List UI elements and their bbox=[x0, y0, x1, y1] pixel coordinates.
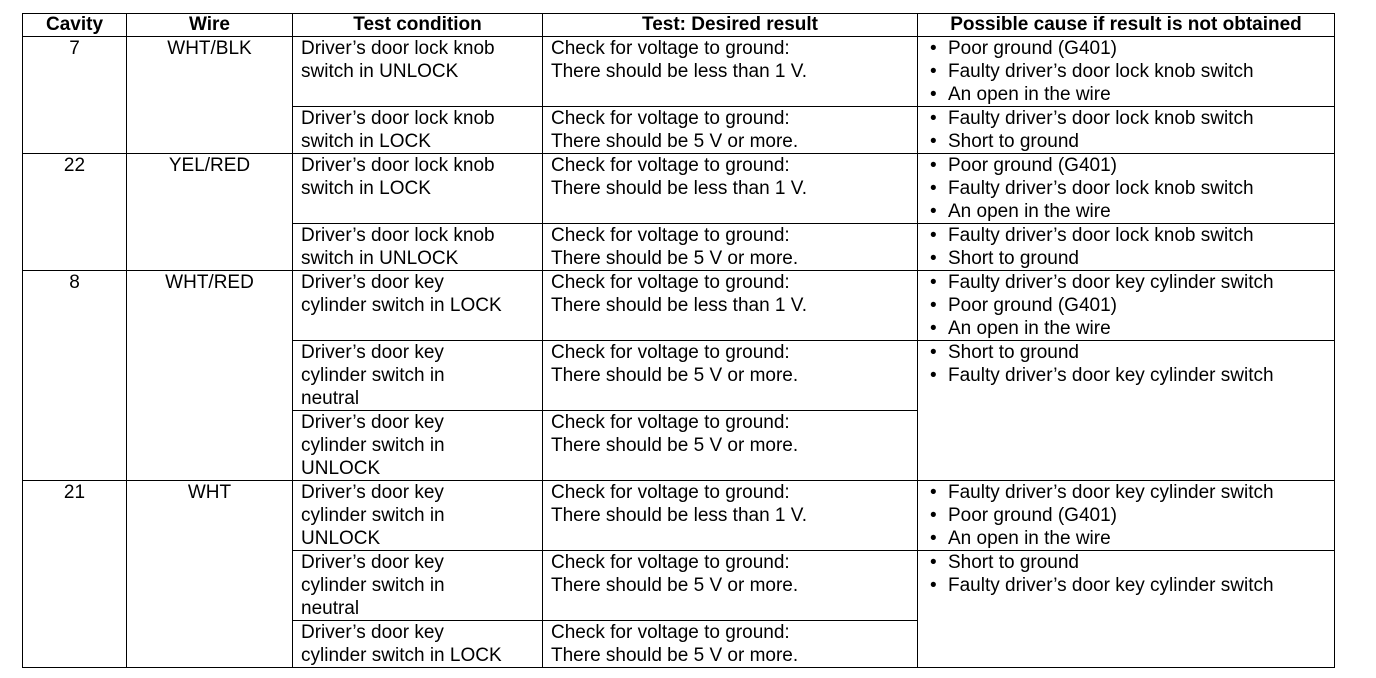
cause-item: • Short to ground bbox=[926, 551, 1326, 574]
connector-test-table bbox=[22, 13, 1335, 668]
cause-list bbox=[926, 271, 1326, 340]
cause-list bbox=[926, 341, 1326, 387]
cause-list bbox=[926, 481, 1326, 550]
test-condition-cell bbox=[293, 107, 543, 154]
cavity-cell: 7 bbox=[23, 37, 127, 154]
cause-item: • Poor ground (G401) bbox=[926, 504, 1326, 527]
wire-color-cell: WHT/BLK bbox=[127, 37, 293, 154]
test-condition-cell bbox=[293, 154, 543, 224]
test-condition-cell bbox=[293, 481, 543, 551]
cause-item: • An open in the wire bbox=[926, 200, 1326, 223]
desired-result-cell bbox=[543, 224, 918, 271]
desired-result-cell bbox=[543, 481, 918, 551]
header-test-condition: Test condition bbox=[293, 14, 543, 37]
desired-result-cell bbox=[543, 271, 918, 341]
desired-result-line: There should be 5 V or more. bbox=[551, 131, 799, 152]
cause-item: • An open in the wire bbox=[926, 83, 1326, 106]
test-condition-line: cylinder switch in bbox=[301, 435, 445, 456]
test-condition-line: switch in LOCK bbox=[301, 131, 431, 152]
test-condition-line: Driver’s door lock knob bbox=[301, 38, 495, 59]
possible-cause-cell bbox=[918, 107, 1335, 154]
test-condition-line: Driver’s door key bbox=[301, 272, 444, 293]
header-wire: Wire bbox=[127, 14, 293, 37]
desired-result-line: There should be less than 1 V. bbox=[551, 295, 807, 316]
test-condition-line: UNLOCK bbox=[301, 458, 381, 479]
cause-list bbox=[926, 551, 1326, 597]
test-condition-cell bbox=[293, 341, 543, 411]
cause-item: • Short to ground bbox=[926, 341, 1326, 364]
cause-item: • Poor ground (G401) bbox=[926, 294, 1326, 317]
desired-result-line: Check for voltage to ground: bbox=[551, 622, 790, 643]
header-cavity: Cavity bbox=[23, 14, 127, 37]
cause-item: • Faulty driver’s door key cylinder switch bbox=[926, 364, 1326, 387]
desired-result-cell bbox=[543, 411, 918, 481]
test-condition-line: Driver’s door key bbox=[301, 622, 444, 643]
cause-item: • Faulty driver’s door lock knob switch bbox=[926, 107, 1326, 130]
test-condition-line: switch in UNLOCK bbox=[301, 61, 459, 82]
cause-item: • Faulty driver’s door key cylinder switch bbox=[926, 271, 1326, 294]
possible-cause-cell bbox=[918, 224, 1335, 271]
desired-result-cell bbox=[543, 621, 918, 668]
test-condition-line: Driver’s door key bbox=[301, 482, 444, 503]
desired-result-line: Check for voltage to ground: bbox=[551, 38, 790, 59]
test-condition-cell bbox=[293, 411, 543, 481]
test-condition-line: switch in UNLOCK bbox=[301, 248, 459, 269]
cause-item: • Faulty driver’s door key cylinder switch bbox=[926, 481, 1326, 504]
desired-result-cell bbox=[543, 341, 918, 411]
desired-result-cell bbox=[543, 107, 918, 154]
test-condition-line: cylinder switch in LOCK bbox=[301, 645, 502, 666]
cause-item: • Faulty driver’s door lock knob switch bbox=[926, 224, 1326, 247]
cause-item: • Short to ground bbox=[926, 130, 1326, 153]
header-row bbox=[23, 14, 1335, 37]
desired-result-cell bbox=[543, 154, 918, 224]
test-condition-line: UNLOCK bbox=[301, 528, 381, 549]
desired-result-line: There should be less than 1 V. bbox=[551, 61, 807, 82]
possible-cause-cell bbox=[918, 37, 1335, 107]
possible-cause-cell bbox=[918, 271, 1335, 341]
test-condition-line: Driver’s door key bbox=[301, 552, 444, 573]
cause-item: • Poor ground (G401) bbox=[926, 37, 1326, 60]
header-possible-cause: Possible cause if result is not obtained bbox=[918, 14, 1335, 37]
test-condition-line: Driver’s door key bbox=[301, 342, 444, 363]
desired-result-line: Check for voltage to ground: bbox=[551, 552, 790, 573]
desired-result-line: There should be 5 V or more. bbox=[551, 645, 799, 666]
wire-color-cell: WHT/RED bbox=[127, 271, 293, 481]
wire-color-cell: WHT bbox=[127, 481, 293, 668]
test-condition-cell bbox=[293, 551, 543, 621]
test-table-frame bbox=[22, 13, 1334, 666]
desired-result-line: Check for voltage to ground: bbox=[551, 108, 790, 129]
test-condition-line: cylinder switch in LOCK bbox=[301, 295, 502, 316]
wire-color-cell: YEL/RED bbox=[127, 154, 293, 271]
test-condition-line: cylinder switch in bbox=[301, 575, 445, 596]
desired-result-line: There should be 5 V or more. bbox=[551, 435, 799, 456]
test-condition-line: neutral bbox=[301, 388, 360, 409]
cause-list bbox=[926, 37, 1326, 106]
test-condition-line: Driver’s door lock knob bbox=[301, 155, 495, 176]
desired-result-line: Check for voltage to ground: bbox=[551, 342, 790, 363]
table-body bbox=[23, 37, 1335, 668]
cause-item: • Poor ground (G401) bbox=[926, 154, 1326, 177]
cause-item: • Short to ground bbox=[926, 247, 1326, 270]
cause-list bbox=[926, 107, 1326, 153]
cavity-cell: 22 bbox=[23, 154, 127, 271]
test-condition-line: cylinder switch in bbox=[301, 365, 445, 386]
test-condition-line: switch in LOCK bbox=[301, 178, 431, 199]
desired-result-line: Check for voltage to ground: bbox=[551, 412, 790, 433]
desired-result-cell bbox=[543, 37, 918, 107]
cause-list bbox=[926, 154, 1326, 223]
test-condition-line: neutral bbox=[301, 598, 360, 619]
possible-cause-cell bbox=[918, 154, 1335, 224]
test-condition-line: Driver’s door lock knob bbox=[301, 108, 495, 129]
cause-item: • An open in the wire bbox=[926, 527, 1326, 550]
table-row bbox=[23, 481, 1335, 551]
possible-cause-cell bbox=[918, 551, 1335, 668]
table-row bbox=[23, 271, 1335, 341]
desired-result-line: Check for voltage to ground: bbox=[551, 482, 790, 503]
desired-result-line: Check for voltage to ground: bbox=[551, 272, 790, 293]
test-condition-line: cylinder switch in bbox=[301, 505, 445, 526]
desired-result-line: There should be 5 V or more. bbox=[551, 248, 799, 269]
cause-item: • Faulty driver’s door lock knob switch bbox=[926, 60, 1326, 83]
desired-result-line: Check for voltage to ground: bbox=[551, 225, 790, 246]
possible-cause-cell bbox=[918, 481, 1335, 551]
desired-result-line: Check for voltage to ground: bbox=[551, 155, 790, 176]
desired-result-line: There should be 5 V or more. bbox=[551, 365, 799, 386]
desired-result-line: There should be less than 1 V. bbox=[551, 505, 807, 526]
desired-result-line: There should be 5 V or more. bbox=[551, 575, 799, 596]
desired-result-line: There should be less than 1 V. bbox=[551, 178, 807, 199]
test-condition-cell bbox=[293, 271, 543, 341]
test-condition-cell bbox=[293, 37, 543, 107]
table-row bbox=[23, 37, 1335, 107]
cause-item: • Faulty driver’s door key cylinder switch bbox=[926, 574, 1326, 597]
test-condition-cell bbox=[293, 621, 543, 668]
cause-list bbox=[926, 224, 1326, 270]
desired-result-cell bbox=[543, 551, 918, 621]
test-condition-line: Driver’s door lock knob bbox=[301, 225, 495, 246]
test-condition-line: Driver’s door key bbox=[301, 412, 444, 433]
table-row bbox=[23, 154, 1335, 224]
cavity-cell: 8 bbox=[23, 271, 127, 481]
cause-item: • Faulty driver’s door lock knob switch bbox=[926, 177, 1326, 200]
possible-cause-cell bbox=[918, 341, 1335, 481]
cavity-cell: 21 bbox=[23, 481, 127, 668]
cause-item: • An open in the wire bbox=[926, 317, 1326, 340]
header-desired-result: Test: Desired result bbox=[543, 14, 918, 37]
test-condition-cell bbox=[293, 224, 543, 271]
